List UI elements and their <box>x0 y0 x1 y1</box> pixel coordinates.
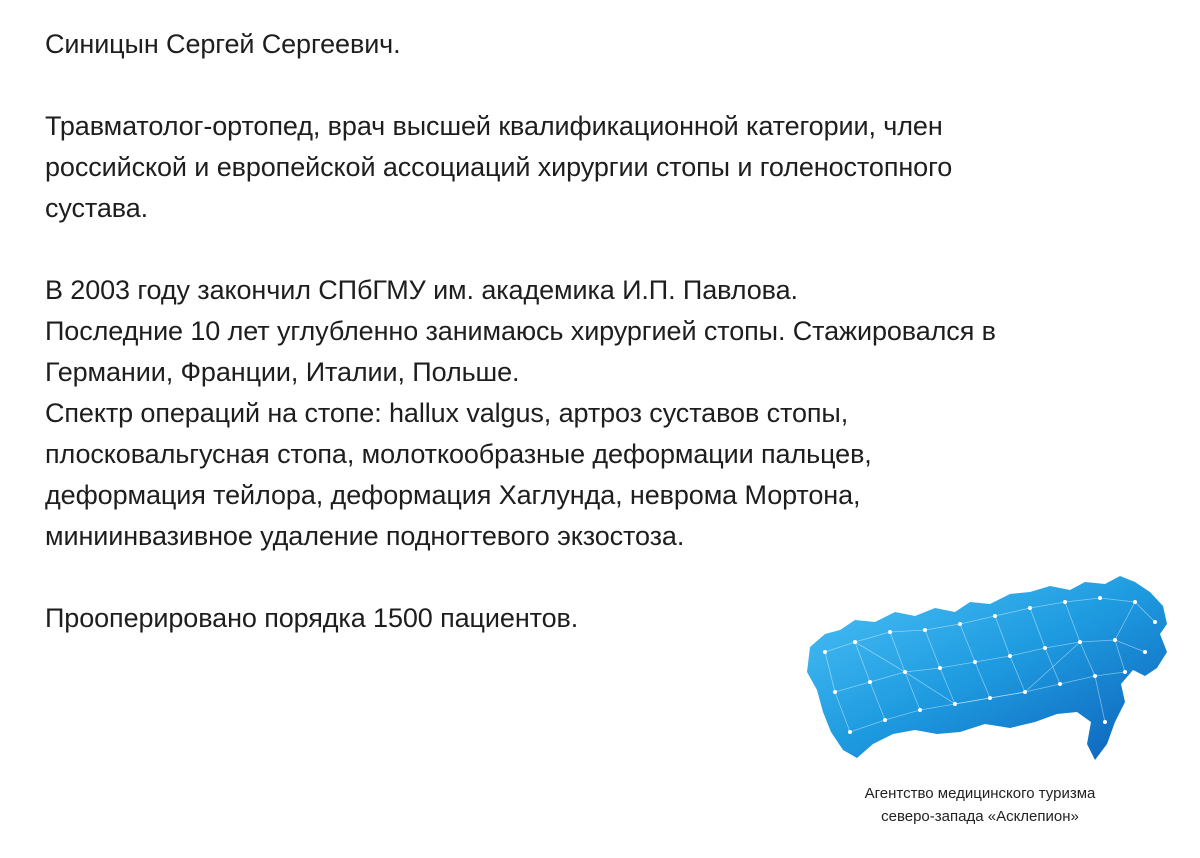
title-line: сустава. <box>45 193 149 223</box>
paragraph-gap <box>45 65 1165 106</box>
russia-map-logo <box>795 572 1170 782</box>
bio-line: Последние 10 лет углубленно занимаюсь хирургией стопы. Стажировался в <box>45 316 996 346</box>
doctor-name: Синицын Сергей Сергеевич. <box>45 29 401 59</box>
title-line: российской и европейской ассоциаций хирургии стопы и голеностопного <box>45 152 953 182</box>
agency-caption <box>820 782 1140 828</box>
russia-map-shape <box>807 576 1167 760</box>
bio-line: миниинвазивное удаление подногтевого экзостоза. <box>45 521 685 551</box>
bio-line: В 2003 году закончил СПбГМУ им. академика И.П. Павлова. <box>45 275 798 305</box>
paragraph-gap <box>45 229 1165 270</box>
bio-line: плосковальгусная стопа, молоткообразные деформации пальцев, <box>45 439 872 469</box>
bio-line: Германии, Франции, Италии, Польше. <box>45 357 520 387</box>
agency-caption-line: Агентство медицинского туризма <box>864 785 1096 802</box>
bio-line: деформация тейлора, деформация Хаглунда, неврома Мортона, <box>45 480 861 510</box>
title-line: Травматолог-ортопед, врач высшей квалификационной категории, член <box>45 111 943 141</box>
doctor-profile-text <box>45 24 1165 639</box>
bio-line: Спектр операций на стопе: hallux valgus, артроз суставов стопы, <box>45 398 849 428</box>
agency-caption-line: северо-запада «Асклепион» <box>881 808 1079 825</box>
patients-count: Прооперировано порядка 1500 пациентов. <box>45 603 579 633</box>
